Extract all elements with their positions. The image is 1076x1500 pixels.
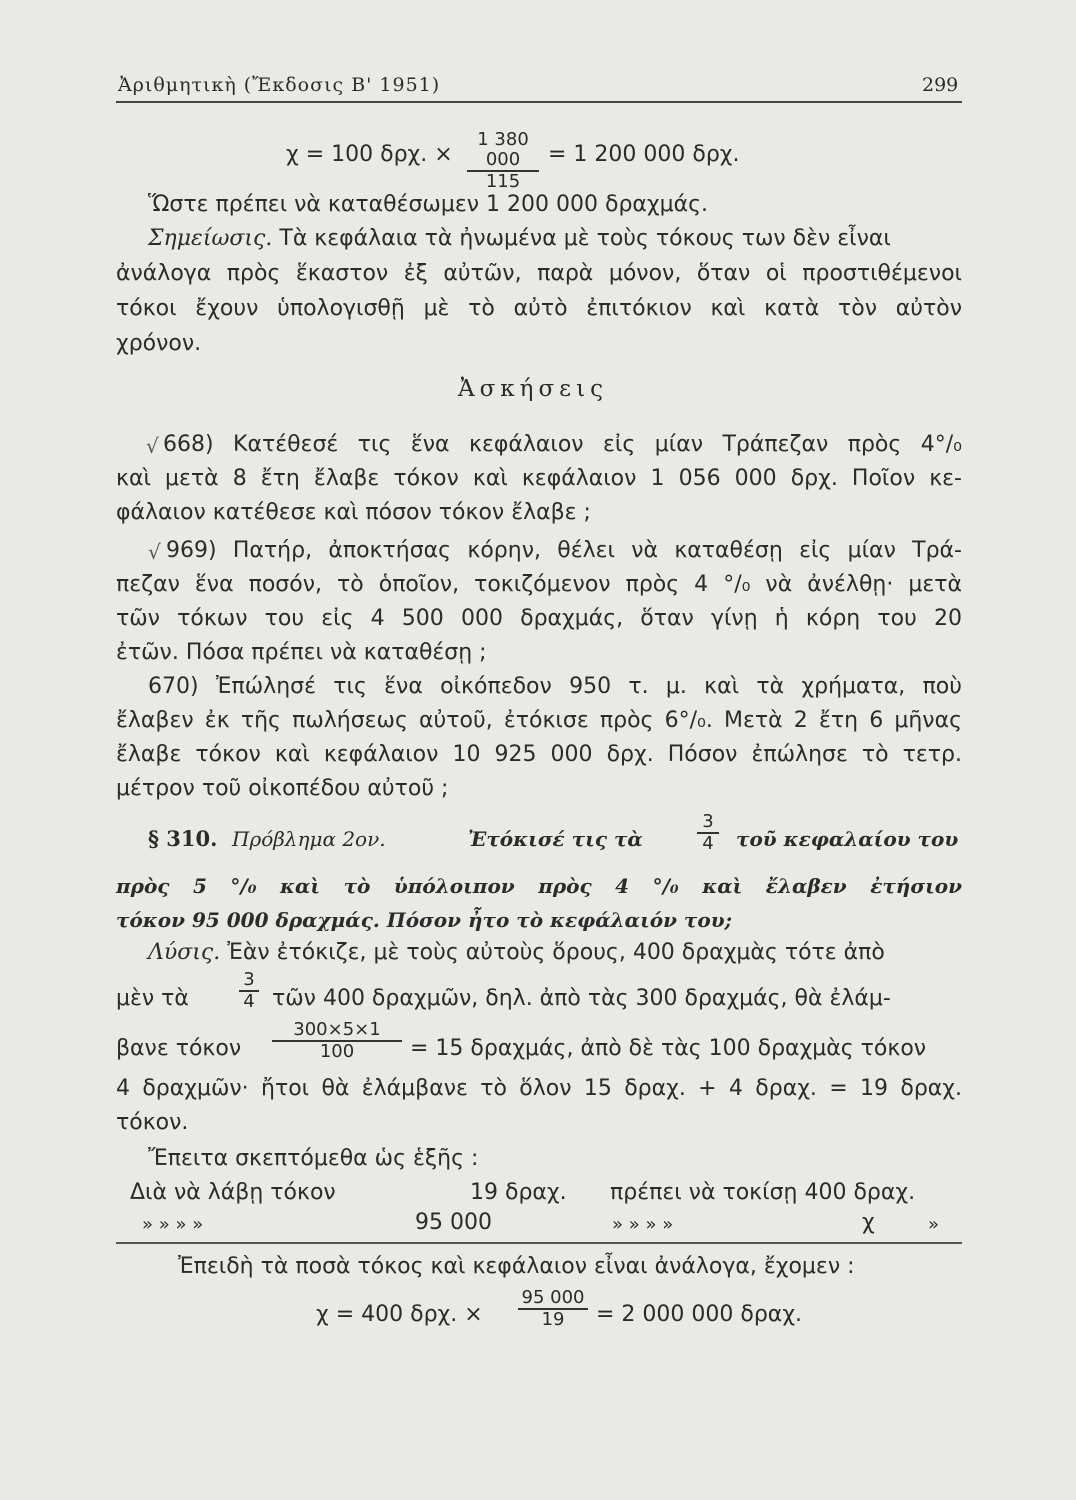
header-rule [116, 101, 962, 103]
solution-f2-numerator: 300×5×1 [293, 1019, 381, 1040]
table-r1-c1: Διὰ νὰ λάβῃ τόκον [130, 1180, 336, 1205]
solution-line-2b: τῶν 400 δραχμῶν, δηλ. ἀπὸ τὰς 300 δραχμάς, θὰ ἐλάμ- [272, 986, 891, 1011]
final-eq-lhs: χ = 400 δρχ. × [316, 1302, 483, 1327]
solution-line-4: 4 δραχμῶν· ἤτοι θὰ ἐλάμβανε τὸ ὅλον 15 δραχ. + 4 δραχ. = 19 δραχ. [116, 1076, 962, 1101]
problem-stmt-b: τοῦ κεφαλαίου του [736, 827, 959, 851]
ex670-line-3: ἔλαβε τόκον καὶ κεφάλαιον 10 925 000 δρχ. Πόσον ἐπώλησε τὸ τετρ. [116, 742, 962, 767]
check-mark: √ [148, 540, 161, 564]
problem-line-3: τόκον 95 000 δραχμάς. Πόσον ἦτο τὸ κεφάλαιόν του; [116, 908, 732, 932]
note-label: Σημείωσις. [148, 226, 273, 251]
solution-f1-denominator: 4 [243, 990, 255, 1012]
ex969-line-4: ἐτῶν. Πόσα πρέπει νὰ καταθέσῃ ; [116, 640, 487, 665]
final-denominator: 19 [541, 1308, 565, 1330]
table-r2-ditto-2: » » » » [612, 1214, 674, 1235]
final-statement: Ἐπειδὴ τὰ ποσὰ τόκος καὶ κεφάλαιον εἶναι ἀνάλογα, ἔχομεν : [178, 1254, 855, 1279]
table-rule [116, 1242, 962, 1244]
table-r2-x: χ [862, 1210, 875, 1235]
table-r2-ditto: » » » » [142, 1214, 204, 1235]
solution-line-1 [148, 938, 885, 968]
solution-line-3a: βανε τόκον [116, 1036, 242, 1061]
table-r1-c2: 19 δραχ. [470, 1180, 567, 1205]
note-line-4: χρόνον. [116, 331, 202, 356]
eq1-denominator: 115 [485, 170, 521, 192]
solution-f2-denominator: 100 [319, 1040, 355, 1062]
ex668-line-2: καὶ μετὰ 8 ἔτη ἔλαβε τόκον καὶ κεφάλαιον 1 056 000 δρχ. Ποῖον κε- [116, 466, 962, 491]
problem-f-denominator: 4 [702, 832, 714, 854]
conclusion-line: Ὥστε πρέπει νὰ καταθέσωμεν 1 200 000 δραχμάς. [148, 192, 709, 217]
solution-line-5: τόκον. [116, 1110, 189, 1135]
ex670-line-1: 670) Ἐπώλησέ τις ἕνα οἰκόπεδον 950 τ. μ. καὶ τὰ χρήματα, ποὺ [148, 674, 962, 699]
note-line-3: τόκοι ἔχουν ὑπολογισθῇ μὲ τὸ αὐτὸ ἐπιτόκιον καὶ κατὰ τὸν αὐτὸν [116, 296, 962, 321]
solution-text-1: Ἐὰν ἐτόκιζε, μὲ τοὺς αὐτοὺς ὅρους, 400 δραχμὰς τότε ἀπὸ [227, 940, 885, 965]
page-number: 299 [922, 74, 959, 96]
table-r2-end: » [928, 1214, 940, 1235]
table-r2-value: 95 000 [415, 1210, 492, 1235]
problem-name: Πρόβλημα 2ον. [232, 827, 386, 851]
running-title: Ἀριθμητικὴ (Ἔκδοσις Β' 1951) [118, 74, 441, 96]
ex670-line-2: ἔλαβεν ἐκ τῆς πωλήσεως αὐτοῦ, ἐτόκισε πρὸς 6°/₀. Μετὰ 2 ἔτη 6 μῆνας [116, 708, 962, 733]
final-numerator: 95 000 [521, 1287, 585, 1308]
solution-line-3b: = 15 δραχμάς, ἀπὸ δὲ τὰς 100 δραχμὰς τόκον [410, 1036, 927, 1061]
problem-f-numerator: 3 [702, 811, 714, 832]
ex969-line-1: 969) Πατήρ, ἀποκτήσας κόρην, θέλει νὰ καταθέσῃ εἰς μίαν Τρά- [166, 538, 962, 563]
note-text-1: Τὰ κεφάλαια τὰ ἠνωμένα μὲ τοὺς τόκους των δὲν εἶναι [279, 226, 891, 251]
solution-line-6: Ἔπειτα σκεπτόμεθα ὡς ἑξῆς : [148, 1146, 479, 1171]
ex969-line-3: τῶν τόκων του εἰς 4 500 000 δραχμάς, ὅταν γίνῃ ἡ κόρη του 20 [116, 606, 962, 631]
table-r1-c3: πρέπει νὰ τοκίσῃ 400 δραχ. [610, 1180, 916, 1205]
eq1-numerator: 1 380 000 [477, 129, 529, 170]
eq1-rhs: = 1 200 000 δρχ. [548, 142, 740, 167]
problem-line-2: πρὸς 5 °/₀ καὶ τὸ ὑπόλοιπον πρὸς 4 °/₀ καὶ ἔλαβεν ἐτήσιον [116, 874, 962, 898]
problem-stmt-a: Ἐτόκισέ τις τὰ [468, 827, 643, 851]
solution-f1-numerator: 3 [243, 969, 255, 990]
ex670-line-4: μέτρον τοῦ οἰκοπέδου αὐτοῦ ; [116, 776, 449, 801]
solution-label: Λύσις. [148, 940, 221, 965]
ex969-line-2: πεζαν ἕνα ποσόν, τὸ ὁποῖον, τοκιζόμενον πρὸς 4 °/₀ νὰ ἀνέλθῃ· μετὰ [116, 572, 962, 597]
check-mark: √ [146, 434, 159, 458]
solution-fraction-2 [272, 1020, 402, 1062]
problem-fraction [697, 812, 719, 854]
final-eq-rhs: = 2 000 000 δραχ. [596, 1302, 803, 1327]
final-fraction [518, 1288, 588, 1330]
ex668-line-1: 668) Κατέθεσέ τις ἕνα κεφάλαιον εἰς μίαν Τράπεζαν πρὸς 4°/₀ [163, 432, 962, 457]
eq1-fraction [467, 130, 539, 192]
section-number: § 310. [148, 826, 218, 851]
solution-line-2a: μὲν τὰ [116, 986, 189, 1011]
note-line-2: ἀνάλογα πρὸς ἕκαστον ἐξ αὐτῶν, παρὰ μόνον, ὅταν οἱ προστιθέμενοι [116, 261, 962, 286]
exercises-title: Ἀσκήσεις [458, 376, 608, 402]
eq1-lhs: χ = 100 δρχ. × [286, 142, 453, 167]
note-line-1 [148, 224, 891, 254]
ex668-line-3: φάλαιον κατέθεσε καὶ πόσον τόκον ἔλαβε ; [116, 500, 591, 525]
solution-fraction-1 [239, 970, 259, 1012]
